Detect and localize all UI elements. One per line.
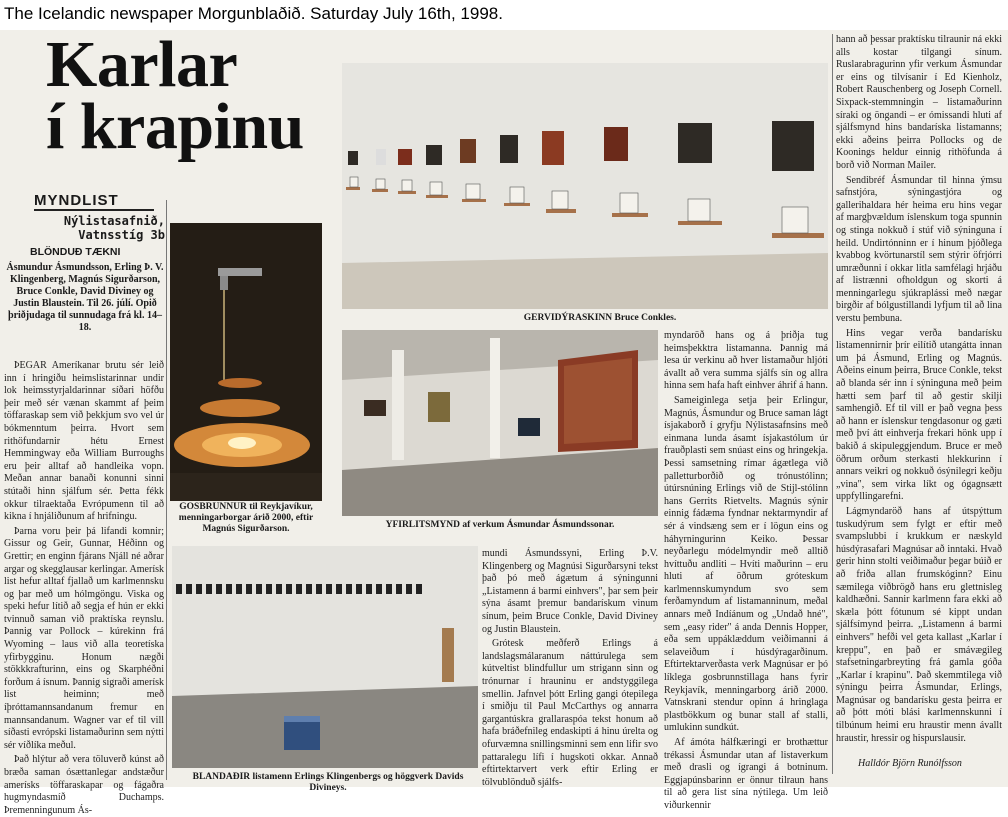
mixed-caption: BLANDAÐIR listamenn Erlings Klingenbergs og höggverk Davids Divineys. xyxy=(192,772,464,793)
overview-illustration xyxy=(342,330,658,516)
article-column-1 xyxy=(4,360,164,816)
fountain-photo xyxy=(170,223,322,501)
paragraph: myndaröð hans og á þriðja tug heimsþekktra listamanna. Þannig má lesa úr verkinu að hver listamaður hljóti ávallt að vera summa sjálfs sín og allra hinna sem hafa haft einhver áhrif á hann. xyxy=(664,330,828,392)
article-column-3 xyxy=(664,330,828,811)
paragraph: Þarna voru þeir þá lifandi komnir; Gissur og Geir, Gunnar, Héðinn og Grettir; en enginn fjárans Njáll né aðrar argar og skegglausar kerlingar. Amerísk list hefur alltaf fjallað um karlmennsku og þar með um hólmgöngu. Viska og speki hefur lítið að segja ef hún er ekki tvinnuð saman við praktíska reynslu. Þannig var Pollock – kúrekinn frá Wyoming – laus við alla teoretíska yfirbygginu. Honum nægði stökkkrafturinn, eins og Skarphéðni forðum á ísnum. Þannig sigraði amerísk list heiminn; með íþróttamannsandanum fremur en mannsandanum. Wagner var ef til vill síðasti evrópski listamaðurinn sem nýtti sér víðlíka meðul. xyxy=(4,525,164,751)
furs-illustration xyxy=(342,63,828,309)
article-column-4 xyxy=(836,34,1002,744)
furs-caption: GERVIDÝRASKINN Bruce Conkles. xyxy=(523,313,677,323)
column-rule xyxy=(832,34,833,774)
article-column-2 xyxy=(482,548,658,788)
overview-photo xyxy=(342,330,658,516)
paragraph: Hins vegar verða bandarísku listamennirnir þrír eilítið utangátta innan um þá Ásmund, Erling og Magnús. Aðeins einum þeirra, Bruce Conkle, tekst að blanda sér inn í sýninguna með þeim hætti sem þarf til að gestir skilji samhengið. Ef til vill er það vegna þess að hann er íslenskur tengdasonur og gæti með því átt einhverja frekari hönk upp í bakið á skipuleggjendum. Bruce er með öðrum orðum sterkasti hlekkurinn í annars veikri og nokkuð ósýnilegri keðju „vina", sem virka líkt og ógagnsætt uppfyllingarefni. xyxy=(836,327,1002,503)
overview-caption: YFIRLITSMYND af verkum Ásmundar Ásmundssonar. xyxy=(385,520,615,530)
headline-line-2: í krapinu xyxy=(46,90,304,163)
headline xyxy=(46,28,336,163)
subheading: BLÖNDUÐ TÆKNI xyxy=(30,246,121,258)
venue-line-2: Vatnsstíg 3b xyxy=(78,228,165,242)
newspaper-page xyxy=(0,28,1008,816)
column-rule xyxy=(166,200,167,780)
paragraph: Af ámóta hálfkæringi er brothættur trékassi Ásmundar utan af listaverkum með drasli og ígrangi á botninum. Eggjapúnsbarinn er önnur tilraun hans til að gera list sína nýtilega. Um leið viðurkennir xyxy=(664,737,828,811)
fountain-caption: GOSBRUNNUR til Reykjavíkur, menningarborgar árið 2000, eftir Magnús Sigurðarson. xyxy=(178,502,314,534)
paragraph: Sameiginlega setja þeir Erlingur, Magnús, Ásmundur og Bruce saman lágt ísjakaborð í gryfju Nýlistasafnsins með einmana lunda ásamt ísjakastólum úr frauðplasti sem snúast eins og hringekja. Þessi samsetning rímar ágætlega við palletturborðið og trónustólinn; útúrsnúning Erlings við de Stijl-stólinn hans Gerrits Rietvelts. Magnús sýnir einnig fádæma fyndnar nektarmyndir af sér á vindsæng sem er í lögun eins og háhyrningurinn Keiko. Þessar neyðarlegu módelmyndir með alltið hvíttuðu andliti – Hvíti maðurinn – eru hluti af öðrum gróteskum karlmennskumyndum svo sem ferðamyndum af listamanninum, meðal annars með Indíánum og „Undað hné", sem „easy rider" á anda Dennis Hopper, eða sem uppáklæddum veiðimanni á selaveiðum í húsdýragarðinum. Eftirtektarverðasta verk Magnúsar er þó líklega gosbrunnstillaga hans fyrir Reykjavík, menningarborg árið 2000. Vatnskrani stendur opinn á hringlaga plastbökkum og bunar stall af stalli, umlukinn sundkút. xyxy=(664,394,828,734)
mixed-illustration xyxy=(172,546,478,768)
paragraph: ÞEGAR Ameríkanar brutu sér leið inn í hringiðu heimslistarinnar undir lok heimsstyrjaldarinnar síðari höfðu þeir með sér vænan skammt af þeim töffaraskap sem við þekkjum svo vel úr bókmenntum þeirra. Hvort sem rithöfundarnir hétu Ernest Hemmingway eða William Burroughs eru þeir alltaf að handleika vopn. Meðan annar banaði konunni sinni stútaði hinn sjálfum sér. Þetta fékk okkur tilraektaða Evrópumenn til að kikna í hnjáliðunum af hrifningu. xyxy=(4,360,164,523)
credits: Ásmundur Ásmundsson, Erling Þ. V. Klingenberg, Magnús Sigurðarson, Bruce Conkle, David Diviney og Justin Blaustein. Til 26. júlí. Opið þriðjudaga til sunnudaga frá kl. 14–18. xyxy=(6,262,164,333)
paragraph: Lágmyndaröð hans af útspýttum tuskudýrum sem fylgt er eftir með svampslubbi í krukkum er næskyld húsdýrasafari Magnúsar að inntaki. Hvað gerir hinn stolti veiðimaður þegar búið er að friða allan frumskóginn? Einu sæmilega viðbrögð hans eru glettnisleg kaldhæðni. Sannir karlmenn fara ekki að skæla þótt fótunum sé kippt undan sjálfsímynd þeirra. „Listamenn á barmi einhvers" hefði vel geta kallast „Karlar í kreppu", en það er smávægileg stafsetningarbreyting frá gamla góða „Karlar í krapinu". Það skemmtilega við sýningu þeirra Ásmundar, Erlings, Magnúsar og bandarísku gesta þeirra er að þótt móti blási karlmennskunni í tilbúnum heimi eru hraustir menn ávallt hraustir, hressir og hispurslausir. xyxy=(836,505,1002,744)
paragraph: hann að þessar praktísku tilraunir ná ekki alls kostar tilgangi sínum. Ruslarabragurinn yfir verkum Ásmundar er eins og tilvísanir í Ed Kienholz, Robert Rauschenberg og Joseph Cornell. Sixpack-stemmningin – listamaðurinn síraki og öngandi – er ómissandi hluti af sjálfsmynd hins bandaríska listamanns; ekki aðeins þeirra Pollocks og de Koonings heldur einnig rithöfunda á borð við Norman Mailer. xyxy=(836,34,1002,171)
paragraph: Sendibréf Ásmundar til hinna ýmsu safnstjóra, sýningastjóra og gallerihaldara hér heima eru hins vegar af margþvældum íslenskum toga spunnin og stinga nokkuð í stúf við sýninguna í heild. Undirtónninn er í hinum þjóðlega kvabbog kvörtunarstíl sem stýrir öfrjórri umræðunni í okkar litla samfélagi hrjáðu af listrænni ofholdgun og skorti á menningarlegu sjúkraplássi með nægar birgðir af bólgustillandi lyfjum til að lina verstu þembuna. xyxy=(836,174,1002,325)
section-tag: MYNDLIST xyxy=(34,192,154,211)
top-caption: The Icelandic newspaper Morgunblaðið. Saturday July 16th, 1998. xyxy=(4,4,503,23)
fountain-illustration xyxy=(170,223,322,501)
venue xyxy=(20,214,165,242)
byline: Halldór Björn Runólfsson xyxy=(858,758,962,769)
headline-line-1: Karlar xyxy=(46,28,238,101)
paragraph: mundi Ásmundssyni, Erling Þ.V. Klingenberg og Magnúsi Sigurðarsyni tekst það þó með ágætum á sýningunni „Listamenn á barmi einhvers", þar sem þeir sýna ásamt þremur bandarískum vinum sínum, þeim Bruce Conkle, David Diviney og Justin Blaustein. xyxy=(482,548,658,635)
paragraph: Það hlýtur að vera töluverð kúnst að bræða saman ósættanlegar andstæður amerísks töffaraskapar og fágaðra hugmyndasmíð Duchamps. Þremenningunum Ás- xyxy=(4,754,164,816)
furs-photo xyxy=(342,63,828,309)
venue-line-1: Nýlistasafnið, xyxy=(63,214,165,228)
mixed-works-photo xyxy=(172,546,478,768)
paragraph: Grótesk meðferð Erlings á landslagsmálaranum náttúrulega sem kútveltist blindfullur um strigann sinn og trónurnar í hrauninu er andstyggilega smellin. Jafnvel þótt Erling gangi ótepilega í smiðju til Paul McCarthys og annarra gargantúskra grallaraspóa tekst honum að hafa bráðefnileg endaskipti á hinu úrelta og ofurvæmna snillingsminni sem enn lifir svo pattaralegu lífi í hugskoti okkar. Annað eftirtektarvert verk eftir Erling er tölvublönduð sjálfs- xyxy=(482,638,658,788)
